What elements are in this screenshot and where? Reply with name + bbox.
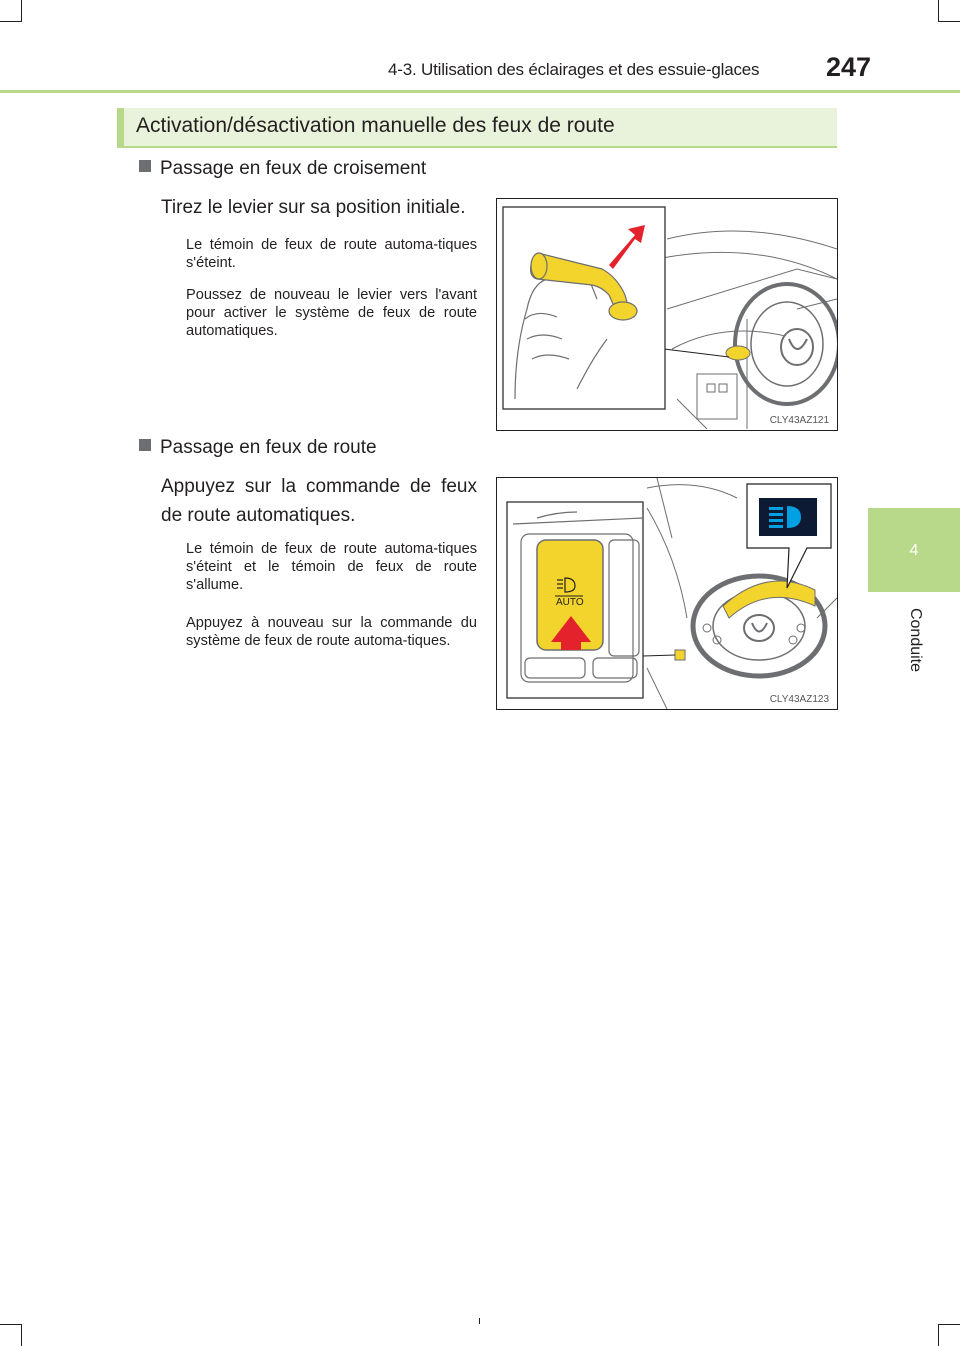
note-high-beam-2: Appuyez à nouveau sur la commande du système de feux de route automa-tiques.: [186, 615, 477, 649]
subheading-low-beam: Passage en feux de croisement: [139, 158, 426, 180]
crop-mark: [938, 1324, 960, 1325]
crop-mark: [0, 1324, 22, 1325]
auto-switch-label: AUTO: [556, 597, 584, 608]
crop-mark: [938, 0, 939, 22]
figure-code: CLY43AZ123: [769, 694, 829, 705]
crop-mark: [21, 0, 22, 22]
switch-illustration: [497, 478, 837, 709]
crop-mark: [0, 21, 22, 22]
chapter-number: 4: [909, 542, 919, 559]
chapter-tab: [868, 508, 960, 592]
header-rule: [0, 90, 960, 93]
figure-switch: [496, 477, 838, 710]
section-accent-bar: [117, 108, 124, 146]
subheading-high-beam: Passage en feux de route: [139, 437, 377, 459]
crop-mark: [938, 21, 960, 22]
figure-lever: [496, 198, 838, 431]
crop-mark: [938, 1324, 939, 1346]
instruction-low-beam: Tirez le levier sur sa position initiale.: [161, 197, 466, 218]
note-high-beam-1: Le témoin de feux de route automa-tiques s'éteint et le témoin de feux de route s'allume.: [186, 541, 477, 593]
square-bullet-icon: [139, 439, 151, 451]
chapter-label: [900, 600, 930, 680]
page-number: 247: [826, 52, 872, 82]
note-low-beam-1: Le témoin de feux de route automa-tiques s'éteint.: [186, 237, 477, 271]
figure-code: CLY43AZ121: [769, 415, 829, 426]
running-header: 4-3. Utilisation des éclairages et des essuie-glaces: [388, 60, 760, 79]
instruction-high-beam: Appuyez sur la commande de feux de route automatiques.: [161, 476, 477, 526]
crop-mark: [479, 1318, 480, 1324]
section-header: [117, 108, 837, 148]
section-title: Activation/désactivation manuelle des feux de route: [136, 114, 615, 137]
square-bullet-icon: [139, 160, 151, 172]
lever-illustration: [497, 199, 837, 430]
crop-mark: [21, 1324, 22, 1346]
chapter-label-text: Conduite: [907, 607, 924, 673]
note-low-beam-2: Poussez de nouveau le levier vers l'avant pour activer le système de feux de route automatiques.: [186, 287, 477, 339]
